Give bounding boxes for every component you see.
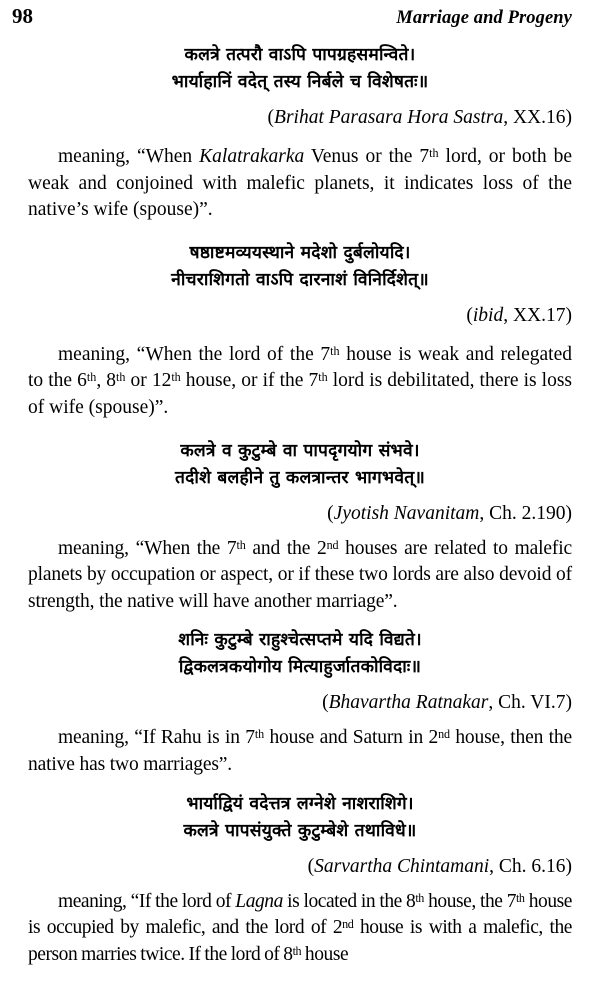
citation-reference: , Ch. 6.16) — [489, 855, 572, 877]
ordinal-suffix: nd — [438, 727, 450, 742]
sanskrit-verse — [28, 627, 572, 681]
citation — [28, 104, 572, 132]
verse-line: कलत्रे पापसंयुक्ते कुटुम्बेशे तथाविधे॥ — [183, 820, 417, 841]
ordinal-suffix: th — [116, 370, 126, 385]
citation-open-paren: ( — [267, 107, 275, 128]
citation-reference: , Ch. VI.7) — [488, 692, 572, 714]
ordinal-suffix: th — [330, 343, 340, 358]
meaning-text: Venus or the 7 — [304, 146, 430, 167]
verse-line: कलत्रे व कुटुम्बे वा पापदृगयोग संभवे। — [180, 440, 420, 461]
citation — [28, 500, 572, 528]
ordinal-suffix: th — [429, 145, 439, 160]
meaning-text: meaning, “If the lord of — [58, 890, 236, 912]
ordinal-suffix: th — [318, 370, 328, 385]
sanskrit-verse — [28, 240, 572, 294]
verse-line: भार्याद्वियं वदेत्तत्र लग्नेशे नाशराशिगे। — [186, 793, 414, 814]
citation — [28, 853, 572, 881]
citation-open-paren: ( — [322, 692, 329, 714]
ordinal-suffix: th — [236, 537, 246, 552]
citation-source: Sarvartha Chintamani — [314, 855, 490, 877]
meaning-text: house and Saturn in 2 — [264, 727, 439, 749]
verse-line: तदीशे बलहीने तु कलत्रान्तर भागभवेत्॥ — [175, 467, 425, 488]
citation-source: ibid — [472, 304, 504, 326]
running-title: Marriage and Progeny — [396, 8, 572, 28]
citation-reference: , Ch. 2.190) — [479, 502, 572, 524]
ordinal-suffix: th — [415, 890, 424, 905]
citation-source: Jyotish Navanitam — [333, 502, 480, 524]
ordinal-suffix: th — [254, 727, 265, 742]
meaning-text: meaning, “When — [58, 146, 200, 167]
meaning-text: house, the 7 — [423, 890, 516, 912]
meaning-text: meaning, “When the 7 — [58, 537, 237, 559]
citation-source: Bhavartha Ratnakar — [328, 692, 489, 714]
meaning-text: meaning, “When the lord of the 7 — [58, 343, 331, 365]
meaning-text: house, or if the 7 — [180, 370, 319, 392]
meaning-text: house is occupied by malefic, and the lord of 2 — [28, 890, 572, 939]
meaning-text: houses are related to malefic planets by occupation or aspect, or if these two lords are also devoid of strength, the native will have another marriage”. — [28, 537, 573, 612]
meaning-paragraph — [28, 889, 572, 969]
meaning-text: lord, or both be weak and conjoined with malefic planets, it indicates loss of the native’s wife (spouse)”. — [28, 146, 572, 221]
meaning-text: house, then the native has two marriages”. — [28, 727, 572, 775]
ordinal-suffix: th — [86, 370, 97, 385]
ordinal-suffix: th — [516, 890, 525, 905]
running-head — [12, 4, 572, 30]
meaning-text: lord is debilitated, there is loss of wife (spouse)”. — [28, 370, 573, 418]
ordinal-suffix: th — [171, 370, 181, 385]
verse-line: भार्याहानिं वदेत् तस्य निर्बले च विशेषतः॥ — [171, 72, 429, 92]
text-column — [28, 34, 572, 968]
citation — [28, 302, 572, 330]
sanskrit-verse — [28, 438, 572, 492]
sanskrit-verse — [28, 42, 572, 96]
page-number: 98 — [12, 4, 33, 28]
citation-source: Brihat Parasara Hora Sastra — [274, 107, 504, 128]
meaning-text: , 8 — [96, 370, 117, 392]
citation-reference: , XX.17) — [503, 304, 572, 326]
meaning-paragraph — [28, 536, 572, 616]
verse-line: कलत्रे तत्परौ वाऽपि पापग्रहसमन्विते। — [184, 45, 416, 65]
verse-line: षष्ठाष्टमव्ययस्थाने मदेशो दुर्बलोयदि। — [189, 242, 411, 263]
meaning-text: house — [301, 943, 349, 965]
sanskrit-verse — [28, 791, 572, 845]
meaning-text: and the 2 — [245, 537, 327, 559]
citation-reference: , XX.16) — [503, 107, 572, 128]
meaning-text: or 12 — [125, 370, 172, 392]
meaning-paragraph — [28, 144, 572, 224]
verse-line: नीचराशिगतो वाऽपि दारनाशं विनिर्दिशेत्॥ — [171, 269, 429, 290]
meaning-text: house is with a malefic, the person marries twice. If the lord of 8 — [28, 917, 572, 965]
citation — [28, 689, 572, 717]
ordinal-suffix: nd — [342, 917, 354, 932]
citation-open-paren: ( — [307, 855, 315, 877]
verse-line: द्विकलत्रकयोगोय मित्याहुर्जातकोविदाः॥ — [178, 657, 422, 678]
meaning-text: house is weak and relegated to the 6 — [28, 343, 572, 392]
citation-open-paren: ( — [327, 502, 334, 524]
meaning-text: meaning, “If Rahu is in 7 — [58, 727, 255, 749]
ordinal-suffix: nd — [326, 537, 339, 552]
ordinal-suffix: th — [292, 943, 302, 958]
verse-line: शनिः कुटुम्बे राहुश्चेत्सप्तमे यदि विद्यते। — [178, 630, 422, 651]
citation-open-paren: ( — [466, 304, 473, 326]
meaning-paragraph — [28, 342, 572, 422]
meaning-paragraph — [28, 725, 572, 778]
meaning-emphasis: Kalatrakarka — [199, 146, 305, 167]
meaning-text: is located in the 8 — [282, 890, 416, 912]
meaning-emphasis: Lagna — [235, 890, 283, 912]
